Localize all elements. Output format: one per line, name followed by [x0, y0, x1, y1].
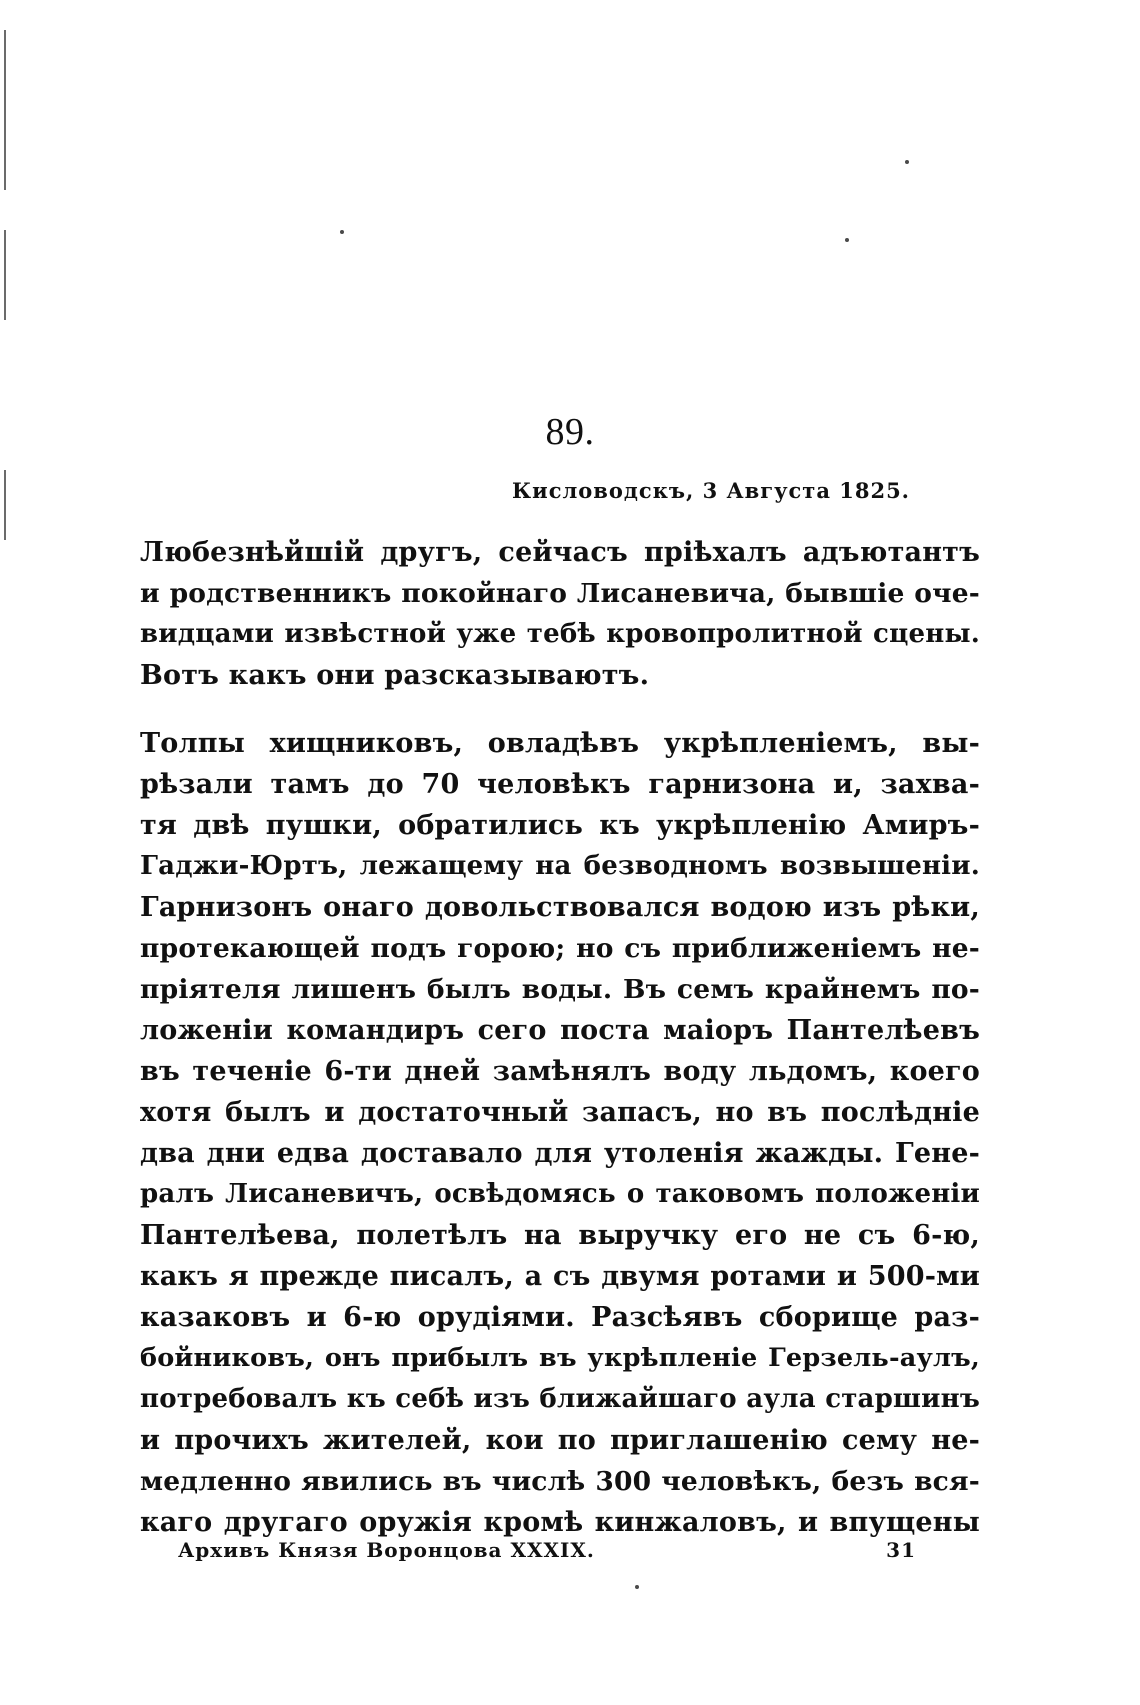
text-line: ложеніи командиръ сего поста маіоръ Пантелѣевъ	[140, 1015, 980, 1046]
paragraph-2	[140, 723, 980, 1543]
text-line: рѣзали тамъ до 70 человѣкъ гарнизона и, захва-	[140, 769, 980, 800]
text-line: пріятеля лишенъ былъ воды. Въ семъ крайнемъ по-	[140, 974, 980, 1005]
signature-mark: Архивъ Князя Воронцова XXXIX.	[178, 1538, 595, 1562]
scan-speck	[905, 160, 909, 164]
text-line: Любезнѣйшій другъ, сейчасъ пріѣхалъ адъютантъ	[140, 537, 980, 568]
text-line: видцами извѣстной уже тебѣ кровопролитной сцены.	[140, 619, 980, 649]
sheet-number: 31	[886, 1538, 916, 1562]
scan-edge-mark	[4, 230, 6, 320]
text-line: казаковъ и 6-ю орудіями. Разсѣявъ сборище раз-	[140, 1302, 980, 1333]
text-line: въ теченіе 6-ти дней замѣнялъ воду льдомъ, коего	[140, 1056, 980, 1087]
scan-edge-mark	[4, 470, 6, 540]
text-line: тя двѣ пушки, обратились къ укрѣпленію Амиръ-	[140, 810, 980, 841]
text-line: два дни едва доставало для утоленія жажды. Гене-	[140, 1138, 980, 1169]
text-line: ралъ Лисаневичъ, освѣдомясь о таковомъ положеніи	[140, 1179, 980, 1209]
text-line: и прочихъ жителей, кои по приглашенію сему не-	[140, 1425, 980, 1456]
dateline: Кисловодскъ, 3 Августа 1825.	[512, 478, 910, 503]
paragraph-1	[140, 532, 980, 696]
document-number: 89.	[545, 411, 595, 453]
text-line: Пантелѣева, полетѣлъ на выручку его не съ 6-ю,	[140, 1220, 980, 1251]
text-line: каго другаго оружія кромѣ кинжаловъ, и впущены	[140, 1507, 980, 1538]
scan-speck	[635, 1585, 639, 1589]
text-line: Гарнизонъ онаго довольствовался водою изъ рѣки,	[140, 892, 980, 923]
scan-speck	[845, 238, 849, 242]
text-line: Вотъ какъ они разсказываютъ.	[140, 660, 650, 691]
text-line: какъ я прежде писалъ, а съ двумя ротами и 500-ми	[140, 1261, 980, 1292]
text-line: потребовалъ къ себѣ изъ ближайшаго аула старшинъ	[140, 1384, 980, 1414]
text-line: бойниковъ, онъ прибылъ въ укрѣпленіе Герзель-аулъ,	[140, 1343, 980, 1373]
text-line: протекающей подъ горою; но съ приближеніемъ не-	[140, 933, 980, 964]
scan-edge-mark	[4, 30, 6, 190]
scan-speck	[340, 230, 344, 234]
text-line: медленно явились въ числѣ 300 человѣкъ, безъ вся-	[140, 1466, 980, 1497]
text-line: Толпы хищниковъ, овладѣвъ укрѣпленіемъ, вы-	[140, 728, 980, 759]
text-line: хотя былъ и достаточный запасъ, но въ послѣдніе	[140, 1097, 980, 1128]
text-line: Гаджи-Юртъ, лежащему на безводномъ возвышеніи.	[140, 851, 980, 881]
text-line: и родственникъ покойнаго Лисаневича, бывшіе оче-	[140, 578, 980, 609]
